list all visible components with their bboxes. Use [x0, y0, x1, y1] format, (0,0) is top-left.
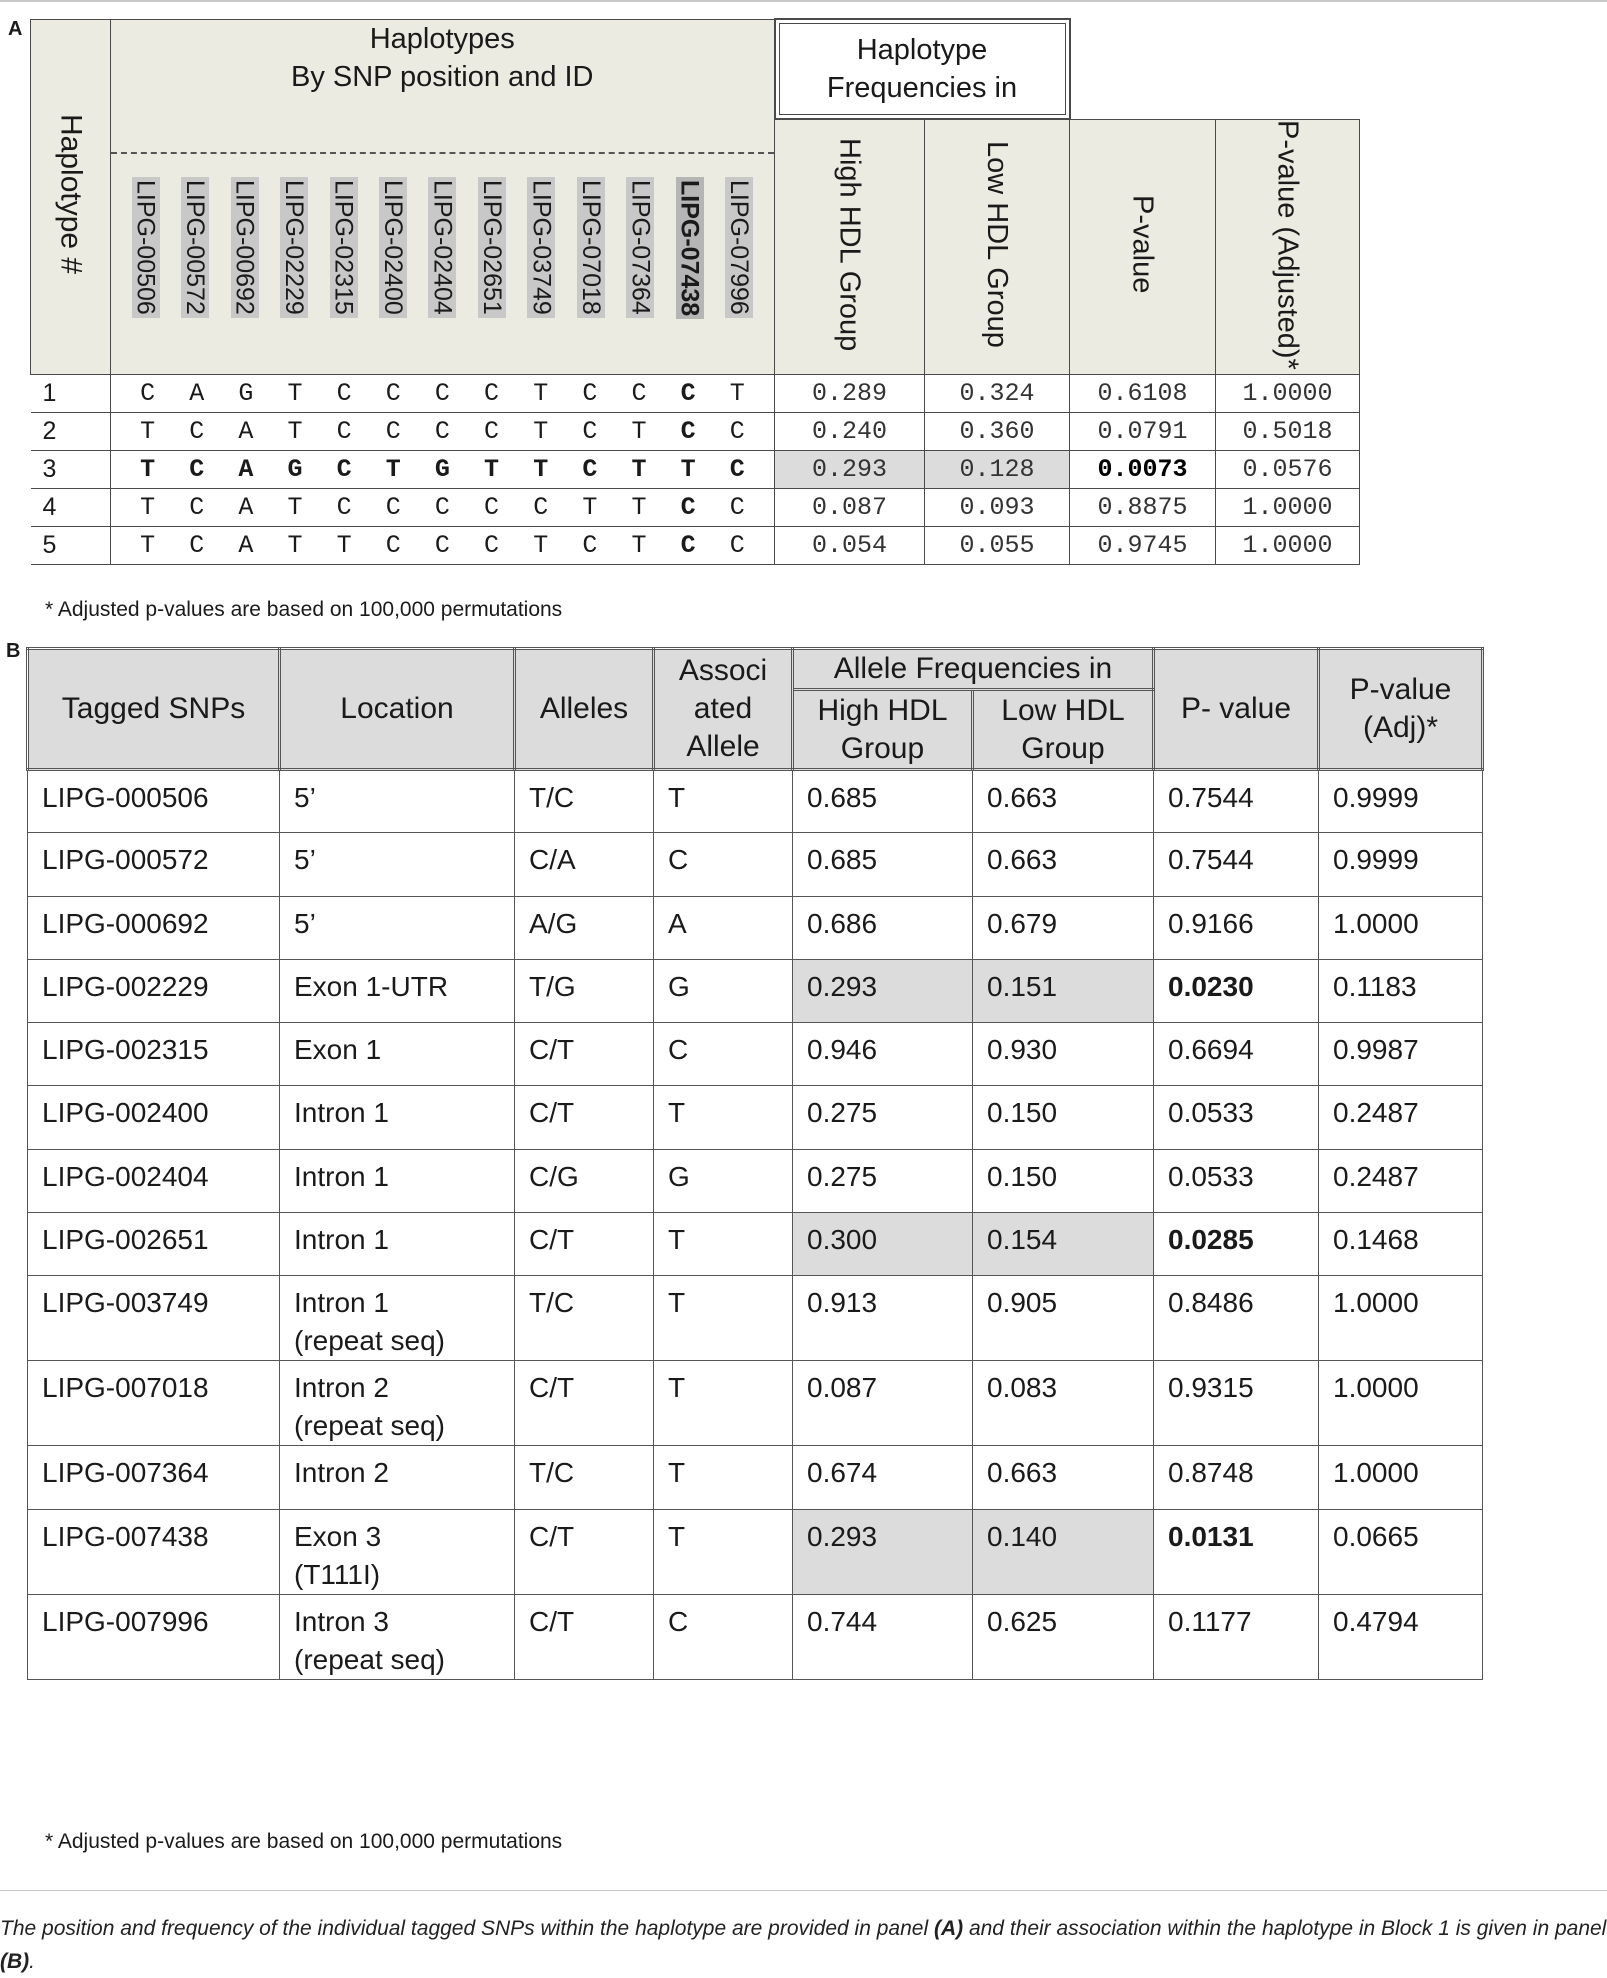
low-hdl-header: Low HDL Group [925, 119, 1070, 375]
p-value: 0.8486 [1154, 1276, 1319, 1361]
alleles: C/T [515, 1509, 654, 1594]
alleles: A/G [515, 896, 654, 959]
panel-b-footnote: * Adjusted p-values are based on 100,000 permutations [45, 1830, 563, 1853]
allele: C [631, 379, 647, 409]
haplotype-high-value: 0.087 [775, 489, 925, 527]
haplotype-number: 3 [31, 451, 111, 489]
allele: A [238, 531, 254, 561]
allele: C [582, 531, 598, 561]
caption-part2: and their association within the haplotype in Block 1 is given in panel [963, 1917, 1607, 1940]
location-line1: Intron 1 [294, 1097, 389, 1129]
allele: C [533, 493, 549, 523]
snp-id-label: LIPG-07438 [676, 177, 704, 319]
p-value: 0.7544 [1154, 833, 1319, 896]
allele: T [631, 493, 647, 523]
associated-allele: G [654, 1149, 793, 1212]
allele: T [533, 531, 549, 561]
allele: T [336, 531, 352, 561]
p-value-adj-header-b: P-value (Adj)* [1319, 649, 1483, 770]
p-value-adjusted: 0.2487 [1319, 1149, 1483, 1212]
snp-id-label: LIPG-02229 [280, 177, 308, 318]
snp-id-label: LIPG-02651 [478, 177, 506, 318]
location [280, 1446, 515, 1509]
allele: T [287, 493, 303, 523]
p-value-adjusted: 1.0000 [1319, 1361, 1483, 1446]
p-value-adjusted: 1.0000 [1319, 896, 1483, 959]
haplotype-number: 4 [31, 489, 111, 527]
snp-id: LIPG-000506 [28, 770, 280, 833]
allele: C [336, 379, 352, 409]
haplotype-table [30, 18, 1360, 565]
location-line1: 5’ [294, 844, 316, 876]
allele: C [680, 531, 696, 561]
p-value-adjusted: 0.9999 [1319, 833, 1483, 896]
p-value-adjusted: 1.0000 [1319, 1446, 1483, 1509]
snp-title-line1: Haplotypes [369, 22, 515, 55]
allele: C [680, 493, 696, 523]
snp-row [28, 770, 1483, 833]
haplotype-number-header: Haplotype # [31, 19, 111, 375]
associated-allele: T [654, 1509, 793, 1594]
p-value: 0.0285 [1154, 1213, 1319, 1276]
haplotype-low-value: 0.324 [925, 375, 1070, 413]
location [280, 770, 515, 833]
alleles: C/T [515, 1213, 654, 1276]
associated-allele: C [654, 1594, 793, 1679]
top-rule [0, 0, 1607, 2]
allele: T [140, 531, 156, 561]
snp-row [28, 1086, 1483, 1149]
haplotype-p-value: 0.9745 [1070, 527, 1216, 565]
location-line2: (T111I) [294, 1558, 381, 1590]
p-value: 0.0533 [1154, 1086, 1319, 1149]
haplotype-padj-value: 1.0000 [1216, 489, 1360, 527]
allele: C [140, 379, 156, 409]
snp-row [28, 1023, 1483, 1086]
allele: T [287, 417, 303, 447]
allele: G [434, 455, 450, 485]
p-value: 0.6694 [1154, 1023, 1319, 1086]
allele: C [434, 531, 450, 561]
p-value: 0.7544 [1154, 770, 1319, 833]
snp-id: LIPG-003749 [28, 1276, 280, 1361]
location-line1: Intron 3 [294, 1605, 389, 1637]
haplotype-number: 5 [31, 527, 111, 565]
haplotype-p-value: 0.6108 [1070, 375, 1216, 413]
allele: C [484, 379, 500, 409]
allele: T [729, 379, 745, 409]
low-hdl-frequency: 0.930 [973, 1023, 1154, 1086]
location [280, 833, 515, 896]
location-line2: (repeat seq) [294, 1325, 445, 1357]
alleles: C/T [515, 1361, 654, 1446]
allele: T [140, 455, 156, 485]
allele: T [533, 379, 549, 409]
location [280, 1509, 515, 1594]
tagged-snp-table [26, 647, 1484, 1680]
haplotype-number: 2 [31, 413, 111, 451]
associated-allele: G [654, 959, 793, 1022]
haplotype-high-value: 0.240 [775, 413, 925, 451]
haplotype-row [31, 375, 1360, 413]
p-value: 0.0533 [1154, 1149, 1319, 1212]
snp-id: LIPG-002651 [28, 1213, 280, 1276]
panel-a-footnote: * Adjusted p-values are based on 100,000 permutations [45, 598, 563, 621]
location [280, 1149, 515, 1212]
snp-id-list [111, 152, 774, 342]
high-hdl-frequency: 0.913 [793, 1276, 973, 1361]
snp-id: LIPG-002315 [28, 1023, 280, 1086]
allele: C [336, 493, 352, 523]
alleles: C/T [515, 1023, 654, 1086]
location-line1: Intron 1 [294, 1287, 389, 1319]
snp-id-label: LIPG-00572 [181, 177, 209, 318]
allele: T [582, 493, 598, 523]
freq-title-line1: Haplotype [856, 34, 988, 66]
haplotype-row [31, 489, 1360, 527]
frequency-title-cell [775, 19, 1070, 119]
associated-allele: C [654, 833, 793, 896]
caption-label-a: (A) [933, 1917, 964, 1940]
p-value-adjusted: 0.4794 [1319, 1594, 1483, 1679]
snp-id: LIPG-007438 [28, 1509, 280, 1594]
p-value-adjusted: 0.0665 [1319, 1509, 1483, 1594]
alleles-header: Alleles [515, 649, 654, 770]
snp-id-cell [111, 119, 775, 375]
allele: A [189, 379, 205, 409]
alleles: T/G [515, 959, 654, 1022]
p-value-adjusted: 0.1183 [1319, 959, 1483, 1022]
high-hdl-frequency: 0.946 [793, 1023, 973, 1086]
allele-sequence [111, 417, 774, 446]
allele: C [434, 379, 450, 409]
allele: T [287, 379, 303, 409]
snp-row [28, 833, 1483, 896]
snp-row [28, 1213, 1483, 1276]
alleles: T/C [515, 1276, 654, 1361]
location [280, 1361, 515, 1446]
p-value-adjusted: 0.1468 [1319, 1213, 1483, 1276]
allele: A [238, 417, 254, 447]
allele: T [533, 417, 549, 447]
p-value: 0.1177 [1154, 1594, 1319, 1679]
allele: C [434, 493, 450, 523]
snp-row [28, 1361, 1483, 1446]
allele: C [729, 493, 745, 523]
high-hdl-frequency: 0.293 [793, 1509, 973, 1594]
location-line1: Intron 2 [294, 1372, 389, 1404]
haplotype-low-value: 0.360 [925, 413, 1070, 451]
allele: C [189, 531, 205, 561]
high-hdl-frequency: 0.686 [793, 896, 973, 959]
alleles: T/C [515, 770, 654, 833]
allele: C [434, 417, 450, 447]
snp-row [28, 1509, 1483, 1594]
high-hdl-frequency: 0.293 [793, 959, 973, 1022]
high-hdl-frequency: 0.744 [793, 1594, 973, 1679]
tagged-snps-header: Tagged SNPs [28, 649, 280, 770]
location [280, 1276, 515, 1361]
allele: C [385, 531, 401, 561]
snp-id: LIPG-007364 [28, 1446, 280, 1509]
haplotype-rows [31, 375, 1360, 565]
snp-row [28, 896, 1483, 959]
high-hdl-header: High HDL Group [775, 119, 925, 375]
associated-allele: T [654, 1446, 793, 1509]
p-value-adjusted: 0.2487 [1319, 1086, 1483, 1149]
snp-id: LIPG-002400 [28, 1086, 280, 1149]
haplotype-p-value: 0.0791 [1070, 413, 1216, 451]
snp-id-label: LIPG-02404 [428, 177, 456, 318]
allele: C [680, 417, 696, 447]
low-hdl-frequency: 0.663 [973, 833, 1154, 896]
p-value-adjusted: 0.9999 [1319, 770, 1483, 833]
allele: T [680, 455, 696, 485]
location [280, 1594, 515, 1679]
figure-caption [0, 1912, 1607, 1978]
low-hdl-frequency: 0.150 [973, 1086, 1154, 1149]
haplotype-number: 1 [31, 375, 111, 413]
low-hdl-frequency: 0.140 [973, 1509, 1154, 1594]
p-value-adjusted-header: P-value (Adjusted)* [1216, 119, 1360, 375]
high-hdl-frequency: 0.275 [793, 1086, 973, 1149]
location-line2: (repeat seq) [294, 1410, 445, 1442]
allele: A [238, 493, 254, 523]
location-line1: Exon 1 [294, 1034, 382, 1066]
location [280, 1023, 515, 1086]
location-line1: Intron 1 [294, 1224, 389, 1256]
allele: C [385, 379, 401, 409]
location-line1: Intron 1 [294, 1160, 389, 1192]
snp-id-label: LIPG-00506 [132, 177, 160, 318]
alleles: C/G [515, 1149, 654, 1212]
snp-id-label: LIPG-02315 [330, 177, 358, 318]
haplotype-row [31, 451, 1360, 489]
caption-part3: . [29, 1950, 35, 1973]
allele: T [533, 455, 549, 485]
snp-id: LIPG-000572 [28, 833, 280, 896]
haplotype-row [31, 413, 1360, 451]
p-value-header: P-value [1070, 119, 1216, 375]
allele-frequencies-header: Allele Frequencies in [793, 649, 1154, 690]
allele: C [189, 417, 205, 447]
caption-label-b: (B) [0, 1950, 30, 1973]
low-hdl-frequency: 0.154 [973, 1213, 1154, 1276]
low-hdl-frequency: 0.663 [973, 1446, 1154, 1509]
allele: C [582, 455, 598, 485]
associated-allele-header: Associ ated Allele [654, 649, 793, 770]
snp-row [28, 1149, 1483, 1212]
location-line1: 5’ [294, 782, 316, 813]
allele: C [582, 379, 598, 409]
allele: G [238, 379, 254, 409]
allele: A [238, 455, 254, 485]
allele: C [484, 493, 500, 523]
high-hdl-frequency: 0.674 [793, 1446, 973, 1509]
haplotype-p-value: 0.0073 [1070, 451, 1216, 489]
p-value: 0.9315 [1154, 1361, 1319, 1446]
allele: T [385, 455, 401, 485]
snp-id-label: LIPG-00692 [231, 177, 259, 318]
caption-rule [0, 1890, 1607, 1891]
p-value: 0.0230 [1154, 959, 1319, 1022]
location-header: Location [280, 649, 515, 770]
snp-row [28, 1276, 1483, 1361]
haplotype-p-value: 0.8875 [1070, 489, 1216, 527]
allele: T [484, 455, 500, 485]
haplotype-high-value: 0.293 [775, 451, 925, 489]
p-value: 0.8748 [1154, 1446, 1319, 1509]
high-hdl-frequency: 0.087 [793, 1361, 973, 1446]
snp-id-label: LIPG-03749 [527, 177, 555, 318]
p-value: 0.0131 [1154, 1509, 1319, 1594]
snp-id-label: LIPG-02400 [379, 177, 407, 318]
allele: C [680, 379, 696, 409]
snp-row [28, 1594, 1483, 1679]
low-hdl-frequency: 0.083 [973, 1361, 1154, 1446]
snp-id-label: LIPG-07018 [577, 177, 605, 318]
associated-allele: T [654, 1086, 793, 1149]
haplotype-row [31, 527, 1360, 565]
low-hdl-frequency: 0.625 [973, 1594, 1154, 1679]
snp-id: LIPG-007018 [28, 1361, 280, 1446]
location-line1: Exon 1-UTR [294, 970, 449, 1002]
allele: G [287, 455, 303, 485]
high-hdl-frequency: 0.685 [793, 770, 973, 833]
haplotype-low-value: 0.128 [925, 451, 1070, 489]
allele-sequence [111, 455, 774, 484]
header-spacer [1070, 19, 1360, 119]
haplotype-padj-value: 1.0000 [1216, 375, 1360, 413]
snp-row [28, 1446, 1483, 1509]
allele: C [729, 417, 745, 447]
associated-allele: A [654, 896, 793, 959]
location [280, 1086, 515, 1149]
allele: C [385, 417, 401, 447]
p-value-header-b: P- value [1154, 649, 1319, 770]
p-value-adjusted: 0.9987 [1319, 1023, 1483, 1086]
alleles: C/T [515, 1086, 654, 1149]
alleles: T/C [515, 1446, 654, 1509]
allele: C [484, 417, 500, 447]
high-hdl-frequency: 0.275 [793, 1149, 973, 1212]
allele: C [729, 455, 745, 485]
associated-allele: T [654, 1276, 793, 1361]
associated-allele: T [654, 1361, 793, 1446]
snp-id: LIPG-000692 [28, 896, 280, 959]
alleles: C/A [515, 833, 654, 896]
allele-sequence [111, 379, 774, 408]
allele: C [385, 493, 401, 523]
location [280, 959, 515, 1022]
associated-allele: T [654, 770, 793, 833]
location [280, 896, 515, 959]
allele: T [631, 455, 647, 485]
snp-title-cell [111, 19, 775, 119]
low-hdl-frequency: 0.150 [973, 1149, 1154, 1212]
panel-b-letter: B [6, 640, 21, 662]
low-hdl-frequency: 0.151 [973, 959, 1154, 1022]
allele: T [631, 531, 647, 561]
tagged-snp-rows [28, 770, 1483, 1680]
snp-id-label: LIPG-07364 [626, 177, 654, 318]
snp-title-line2: By SNP position and ID [290, 60, 594, 93]
allele: T [287, 531, 303, 561]
allele: T [631, 417, 647, 447]
allele: C [336, 417, 352, 447]
haplotype-high-value: 0.289 [775, 375, 925, 413]
high-hdl-frequency: 0.685 [793, 833, 973, 896]
allele: C [189, 493, 205, 523]
alleles: C/T [515, 1594, 654, 1679]
low-hdl-header-b: Low HDL Group [973, 690, 1154, 770]
allele: C [582, 417, 598, 447]
low-hdl-frequency: 0.663 [973, 770, 1154, 833]
haplotype-padj-value: 0.5018 [1216, 413, 1360, 451]
freq-title-line2: Frequencies in [826, 72, 1018, 104]
location-line1: 5’ [294, 907, 316, 939]
haplotype-low-value: 0.093 [925, 489, 1070, 527]
snp-id: LIPG-002229 [28, 959, 280, 1022]
haplotype-high-value: 0.054 [775, 527, 925, 565]
haplotype-padj-value: 1.0000 [1216, 527, 1360, 565]
high-hdl-frequency: 0.300 [793, 1213, 973, 1276]
p-value: 0.9166 [1154, 896, 1319, 959]
allele: C [484, 531, 500, 561]
allele: C [189, 455, 205, 485]
p-value-adjusted: 1.0000 [1319, 1276, 1483, 1361]
location-line2: (repeat seq) [294, 1643, 445, 1675]
associated-allele: T [654, 1213, 793, 1276]
low-hdl-frequency: 0.905 [973, 1276, 1154, 1361]
snp-row [28, 959, 1483, 1022]
location-line1: Intron 2 [294, 1457, 389, 1489]
snp-id: LIPG-002404 [28, 1149, 280, 1212]
allele-sequence [111, 531, 774, 560]
allele: T [140, 493, 156, 523]
panel-a-letter: A [8, 18, 23, 40]
associated-allele: C [654, 1023, 793, 1086]
haplotype-low-value: 0.055 [925, 527, 1070, 565]
caption-part1: The position and frequency of the individual tagged SNPs within the haplotype are provided in panel [0, 1917, 934, 1940]
high-hdl-header-b: High HDL Group [793, 690, 973, 770]
allele: C [729, 531, 745, 561]
location-line1: Exon 3 [294, 1520, 382, 1552]
allele: T [140, 417, 156, 447]
location [280, 1213, 515, 1276]
snp-id-label: LIPG-07996 [725, 177, 753, 318]
haplotype-padj-value: 0.0576 [1216, 451, 1360, 489]
low-hdl-frequency: 0.679 [973, 896, 1154, 959]
allele-sequence [111, 493, 774, 522]
snp-id: LIPG-007996 [28, 1594, 280, 1679]
allele: C [336, 455, 352, 485]
